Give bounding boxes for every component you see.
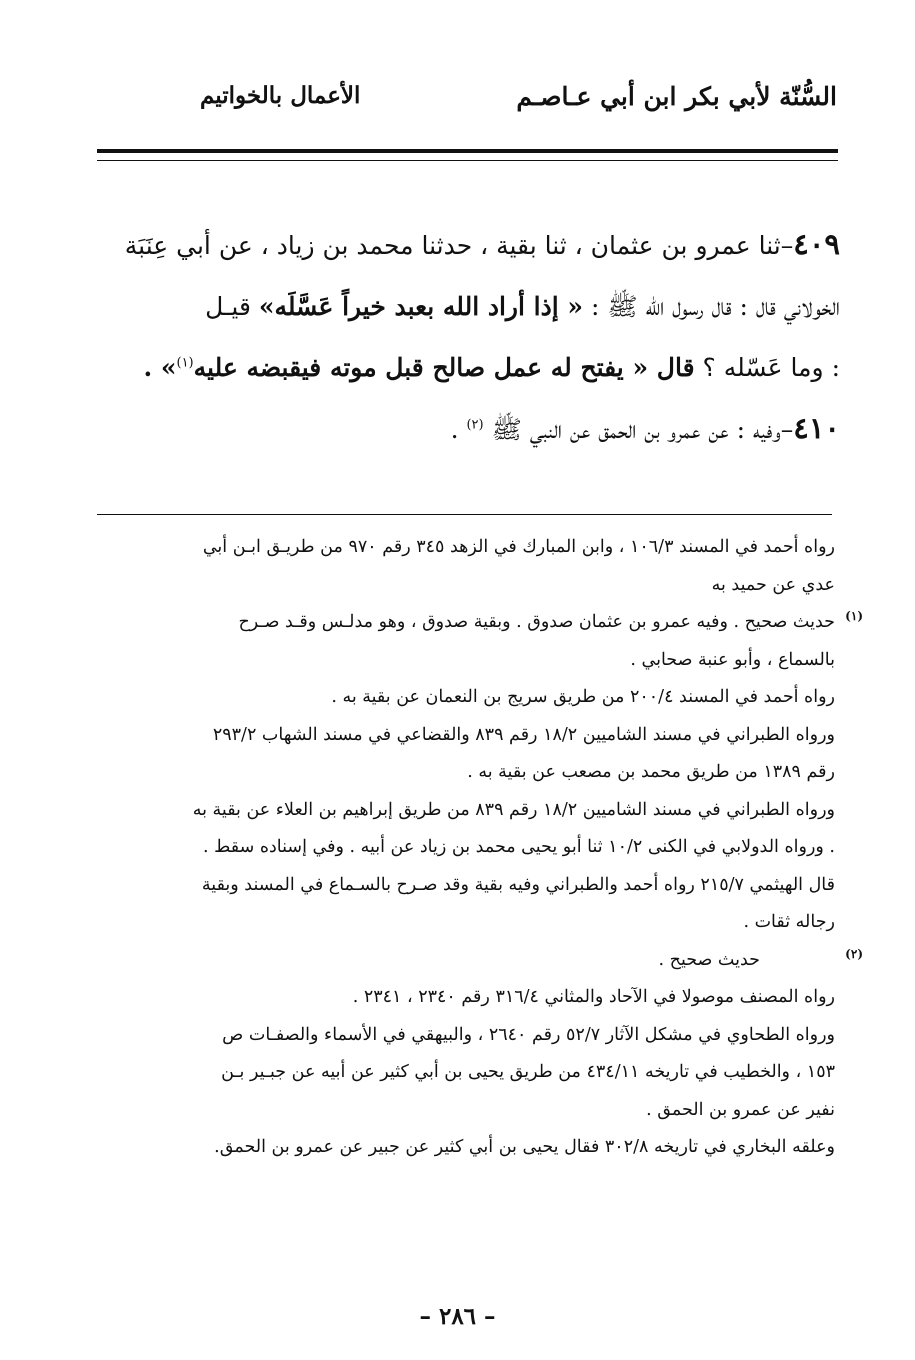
footnote-line: رقم ١٣٨٩ من طريق محمد بن مصعب عن بقية به . xyxy=(467,762,835,782)
footnote-line: ورواه الطبراني في مسند الشاميين ١٨/٢ رقم ٨٣٩ والقضاعي في مسند الشهاب ٢٩٣/٢ xyxy=(212,724,835,745)
footnote-line: رواه أحمد في المسند ١٠٦/٣ ، وابن المبارك في الزهد ٣٤٥ رقم ٩٧٠ من طريـق ابـن أبي xyxy=(202,537,835,557)
chapter-title: الأعمال بالخواتيم xyxy=(200,82,361,109)
footnote-line: ورواه الطحاوي في مشكل الآثار ٥٢/٧ رقم ٢٦٤٠ ، والبيهقي في الأسماء والصفـات ص xyxy=(222,1024,835,1045)
hadith-410-line: ٤١٠–وفيه : عن عمرو بن الحمق عن النبي ﷺ $^{(٢)}$ . xyxy=(450,411,840,445)
footnote-1-line: (١) حديث صحيح . وفيه عمرو بن عثمان صدوق . وبقية صدوق ، وهو مدلـس وقـد صـرح xyxy=(95,604,835,642)
footnote-line: بالسماع ، وأبو عنبة صحابي . xyxy=(630,649,835,670)
footnote-2-line: (٢) حديث صحيح . xyxy=(95,942,835,980)
header-rule-thin xyxy=(97,160,838,161)
hadith-409-line2: الخولاني قال : قال رسول الله ﷺ : « إذا أراد الله بعبد خيراً عَسَّلَه» قيـل xyxy=(205,292,840,321)
footnote-line: قال الهيثمي ٢١٥/٧ رواه أحمد والطبراني وفيه بقية وقد صـرح بالسـماع في المسند وبقية xyxy=(201,874,835,895)
header-rule-thick xyxy=(97,149,838,153)
book-title: السُّنّة لأبي بكر ابن أبي عـاصـم xyxy=(516,82,837,111)
footnote-1-mark: (١) xyxy=(845,609,863,623)
hadith-409-line1: ٤٠٩–ثنا عمرو بن عثمان ، ثنا بقية ، حدثنا محمد بن زياد ، عن أبي عِنَبَة xyxy=(124,227,840,261)
footnote-separator xyxy=(97,514,832,515)
footnote-line: رواه المصنف موصولا في الآحاد والمثاني ٣١٦/٤ رقم ٢٣٤٠ ، ٢٣٤١ . xyxy=(352,987,835,1007)
footnotes xyxy=(95,529,863,1167)
footnote-line: ١٥٣ ، والخطيب في تاريخه ٤٣٤/١١ من طريق يحيى بن أبي كثير عن أبيه عن جبـير بـن xyxy=(221,1062,835,1082)
hadith-409-number: ٤٠٩ xyxy=(793,227,840,261)
footnote-ref-1[interactable]: (١) xyxy=(176,355,194,371)
hadith-410-number: ٤١٠ xyxy=(793,411,840,445)
page-number: – ٢٨٦ – xyxy=(419,1303,496,1330)
footnote-2-mark: (٢) xyxy=(845,946,863,961)
hadith-409-matn: « إذا أراد الله بعبد خيراً عَسَّلَه» xyxy=(258,292,584,321)
footnote-line: رواه أحمد في المسند ٢٠٠/٤ من طريق سريج بن النعمان عن بقية به . xyxy=(331,687,835,707)
footnote-line: وعلقه البخاري في تاريخه ٣٠٢/٨ فقال يحيى بن أبي كثير عن جبير عن عمرو بن الحمق. xyxy=(214,1137,835,1157)
footnote-line: . ورواه الدولابي في الكنى ١٠/٢ ثنا أبو يحيى محمد بن زياد عن أبيه . وفي إسناده سقط . xyxy=(203,837,835,857)
main-text xyxy=(95,214,840,460)
footnote-ref-2[interactable]: (٢) xyxy=(466,417,484,433)
footnote-line: رجاله ثقات . xyxy=(743,912,835,932)
hadith-409-matn-2: قال « يفتح له عمل صالح قبل موته فيقبضه عليه xyxy=(193,353,695,382)
footnote-line: ورواه الطبراني في مسند الشاميين ١٨/٢ رقم ٨٣٩ من طريق إبراهيم بن العلاء عن بقية به xyxy=(192,799,835,820)
footnote-line: عدي عن حميد به xyxy=(711,574,835,595)
hadith-409-line3: : وما عَسّله ؟ قال « يفتح له عمل صالح قبل موته فيقبضه عليه$^{(١)}$» . xyxy=(143,353,840,382)
footnote-line: نفير عن عمرو بن الحمق . xyxy=(646,1099,835,1120)
